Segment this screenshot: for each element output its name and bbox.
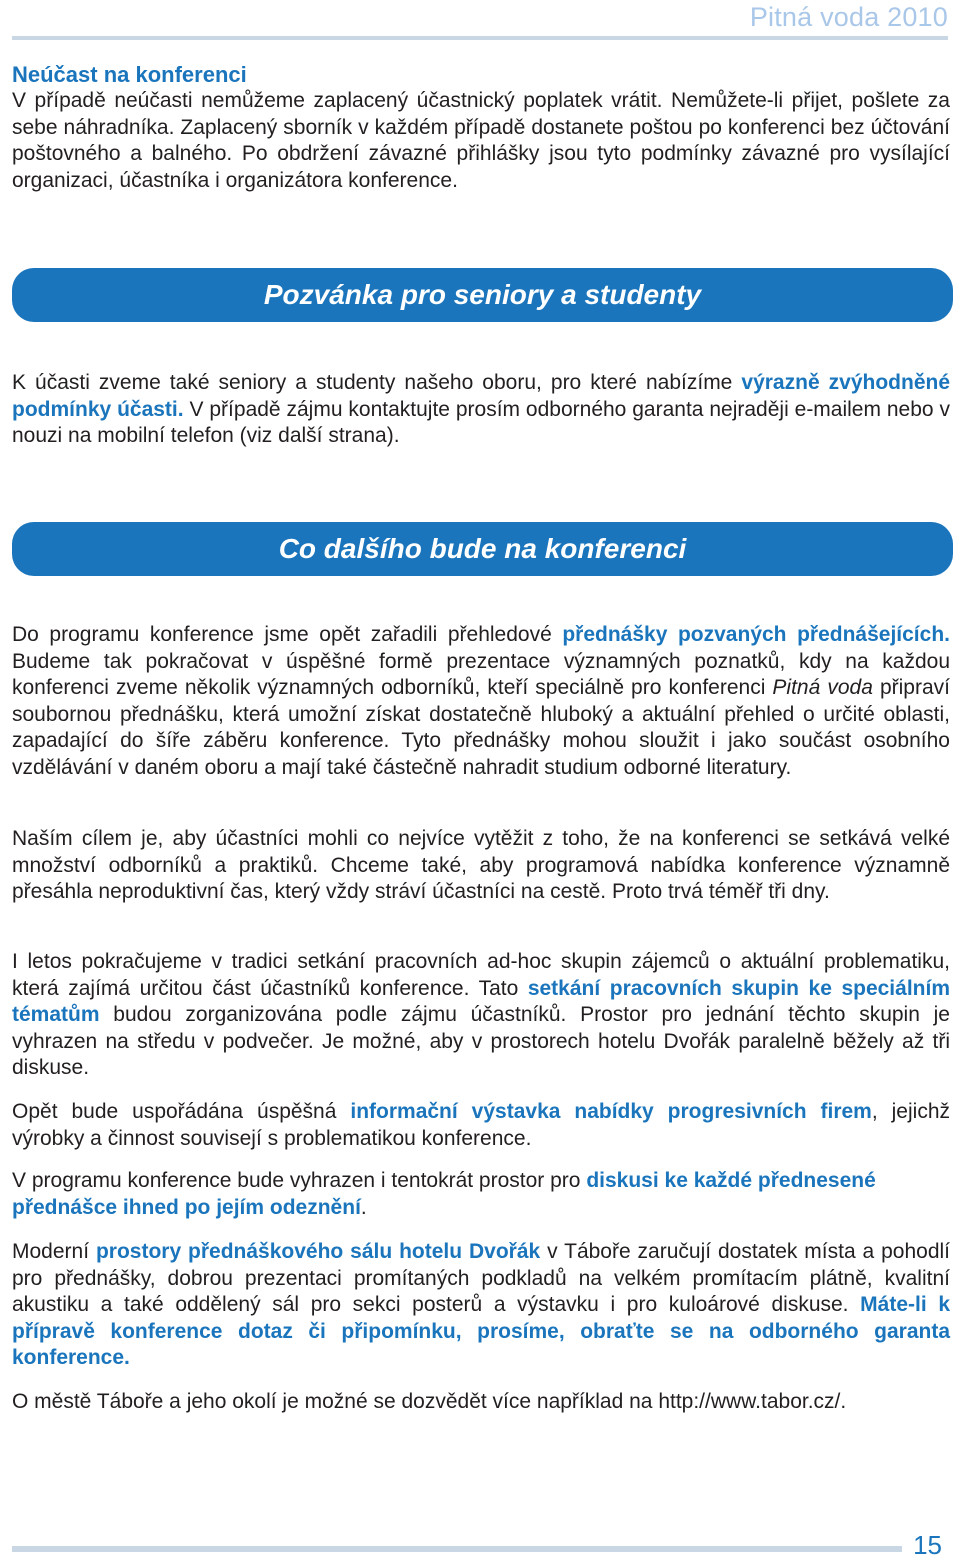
p6-text-2: v Táboře zaručují dostatek místa a pohodlí pro přednášky, dobrou prezentaci promítaných podkladů na velkém promítacím plátně, kvalitní akustiku a také oddělený sál pro sekci posterů a výstavku i pro kuloárové diskuse. bbox=[12, 1240, 951, 1317]
p6-highlight-1: prostory přednáškového sálu hotelu Dvořák bbox=[95, 1240, 541, 1263]
banner-more-label: Co dalšího bude na konferenci bbox=[278, 533, 687, 564]
seniors-highlight: výrazně zvýhodněné podmínky účasti. bbox=[12, 371, 951, 421]
p4-text-1: Opět bude uspořádána úspěšná bbox=[12, 1100, 351, 1123]
banner-seniors-label: Pozvánka pro seniory a studenty bbox=[263, 279, 702, 310]
p1-italic-conference-name: Pitná voda bbox=[772, 676, 873, 700]
paragraph-venue bbox=[12, 1239, 950, 1372]
p5-text-1: V programu konference bude vyhrazen i tentokrát prostor pro bbox=[12, 1169, 587, 1192]
p5-text-2: . bbox=[360, 1195, 367, 1219]
paragraph-city bbox=[12, 1389, 950, 1416]
p3-highlight: setkání pracovních skupin ke speciálním tématům bbox=[12, 976, 950, 1027]
p6-text-1: Moderní bbox=[12, 1240, 96, 1263]
section-no-show bbox=[12, 62, 950, 194]
p4-highlight: informační výstavka nabídky progresivních firem bbox=[350, 1100, 872, 1123]
paragraph-lectures bbox=[12, 622, 950, 782]
p3-text-1: I letos pokračujeme v tradici setkání pracovních ad-hoc skupin zájemců o aktuální problematiku, která zajímá určitou část účastníků konference. Tato bbox=[12, 950, 950, 1000]
section-heading-no-show: Neúčast na konferenci bbox=[12, 62, 247, 87]
p1-highlight: přednášky pozvaných přednášejících. bbox=[562, 623, 950, 646]
paragraph-working-groups bbox=[12, 949, 950, 1082]
banner-more-at-conference bbox=[12, 522, 953, 576]
p3-text-2: budou zorganizována podle zájmu účastníků. Prostor pro jednání těchto skupin je vyhrazen na středu v podvečer. Je možné, aby v prostorech hotelu Dvořák paralelně běžely až tři diskuse. bbox=[12, 1003, 950, 1080]
header-title: Pitná voda 2010 bbox=[749, 2, 948, 32]
p7-text: O městě Táboře a jeho okolí je možné se dozvědět více například na http://www.tabor.cz/. bbox=[12, 1390, 847, 1413]
paragraph-discussion bbox=[12, 1168, 950, 1221]
banner-seniors-students bbox=[12, 268, 953, 322]
paragraph-exhibition bbox=[12, 1099, 950, 1152]
p1-text-2: Budeme tak pokračovat v úspěšné formě prezentace významných poznatků, kdy na každou konferenci zveme několik významných odborníků, kteří speciálně pro konferenci bbox=[12, 649, 950, 700]
p2-text: Naším cílem je, aby účastníci mohli co nejvíce vytěžit z toho, že na konferenci se setkává velké množství odborníků a praktiků. Chceme také, aby programová nabídka konference významně přesáhla neproduktivní čas, který vždy stráví účastníci na cestě. Proto trvá téměř tři dny. bbox=[12, 827, 950, 904]
p4-text-2: , jejichž výrobky a činnost souvisejí s problematikou konference. bbox=[12, 1100, 950, 1150]
no-show-text: V případě neúčasti nemůžeme zaplacený účastnický poplatek vrátit. Nemůžete-li přijet, pošlete za sebe náhradníka. Zaplacený sborník v každém případě dostanete poštou po konferenci bez účtování poštovného a balného. Po obdržení závazné přihlášky jsou tyto podmínky závazné pro vysílající organizaci, účastníka i organizátora konference. bbox=[12, 89, 950, 192]
seniors-text-2: V případě zájmu kontaktujte prosím odborného garanta nejraději e-mailem nebo v nouzi na mobilní telefon (viz další strana). bbox=[12, 397, 950, 448]
p5-highlight: diskusi ke každé přednesené přednášce ihned po jejím odeznění bbox=[12, 1169, 876, 1219]
p1-text-1: Do programu konference jsme opět zařadili přehledové bbox=[12, 623, 563, 646]
footer-divider bbox=[12, 1546, 902, 1552]
header-divider bbox=[12, 36, 948, 40]
paragraph-goal bbox=[12, 826, 950, 906]
page-number: 15 bbox=[913, 1530, 942, 1560]
p1-text-3: připraví soubornou přednášku, která umožní získat dostatečně hluboký a aktuální přehled o určité oblasti, zapadající do šíře záběru konference. Tyto přednášky mohou sloužit i jako součást osobního vzdělávání v daném oboru a mají také částečně nahradit studium odborné literatury. bbox=[12, 676, 950, 779]
seniors-text-1: K účasti zveme také seniory a studenty našeho oboru, pro které nabízíme bbox=[12, 371, 742, 394]
p6-highlight-2: Máte-li k přípravě konference dotaz či připomínku, prosíme, obraťte se na odborného garanta konference. bbox=[12, 1293, 950, 1370]
seniors-paragraph bbox=[12, 370, 950, 450]
